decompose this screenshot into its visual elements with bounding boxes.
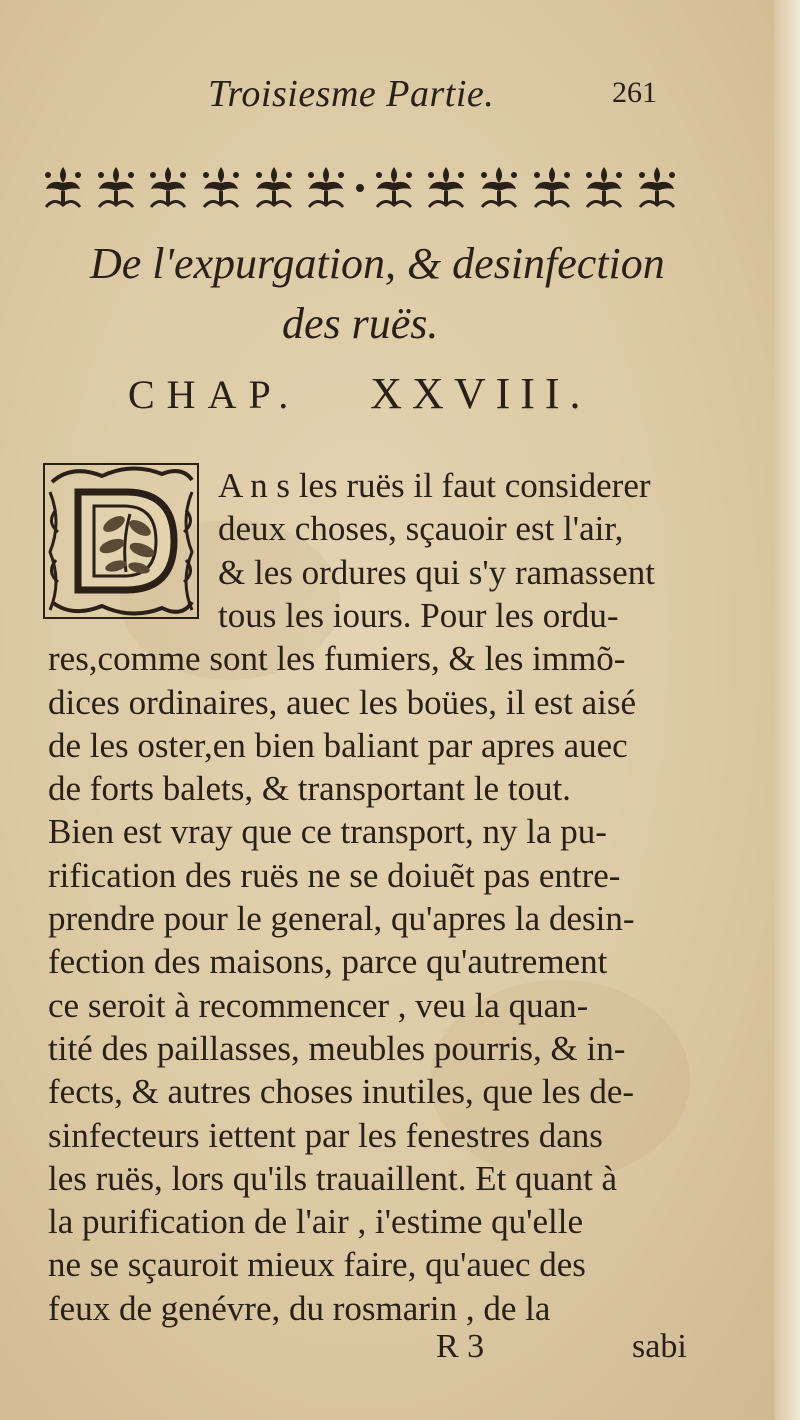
dropcap-graphic	[42, 462, 200, 620]
fleuron-ornament-band	[40, 158, 680, 218]
chapter-heading	[128, 368, 648, 419]
text-line: tous les iours. Pour les ordu-	[218, 595, 619, 635]
chapter-number: XXVIII.	[370, 369, 591, 418]
fleuron-icon	[251, 163, 297, 213]
text-line: ce seroit à recommencer , veu la quan-	[48, 985, 589, 1025]
text-line: fects, & autres choses inutiles, que les de-	[48, 1072, 635, 1112]
signature-mark: R 3	[436, 1328, 485, 1365]
fleuron-icon	[40, 163, 86, 213]
running-title: Troisiesme Partie.	[208, 73, 495, 115]
text-line: Bien est vray que ce transport, ny la pu-	[48, 812, 607, 852]
fleuron-icon	[303, 163, 349, 213]
decorated-initial-icon	[42, 462, 200, 620]
chapter-label: CHAP.	[128, 372, 301, 417]
text-line: deux choses, sçauoir est l'air,	[218, 509, 624, 549]
ornament-dot	[356, 184, 364, 192]
chapter-title-line-1: De l'expurgation, & desinfection	[90, 239, 665, 288]
text-line: la purification de l'air , i'estime qu'elle	[48, 1202, 583, 1242]
text-line: res,comme sont les fumiers, & les immõ-	[48, 639, 626, 679]
catchword: sabi	[632, 1328, 687, 1365]
fleuron-icon	[634, 163, 680, 213]
text-line: fection des maisons, parce qu'autrement	[48, 942, 608, 982]
fleuron-icon	[93, 163, 139, 213]
fleuron-icon	[371, 163, 417, 213]
text-line: & les ordures qui s'y ramassent	[218, 552, 655, 592]
text-line: dices ordinaires, auec les boües, il est aisé	[48, 682, 636, 722]
text-line: A n s les ruës il faut considerer	[218, 466, 651, 505]
text-line: feux de genévre, du rosmarin , de la	[48, 1288, 551, 1328]
text-line: ne se sçauroit mieux faire, qu'auec des	[48, 1245, 586, 1285]
text-line: de forts balets, & transportant le tout.	[48, 769, 571, 809]
text-line: prendre pour le general, qu'apres la desin-	[48, 899, 635, 938]
fleuron-icon	[145, 163, 191, 213]
page-number: 261	[612, 76, 657, 109]
text-line: rification des ruës ne se doiuẽt pas entre-	[48, 855, 621, 895]
fleuron-icon	[581, 163, 627, 213]
text-line: sinfecteurs iettent par les fenestres dans	[48, 1115, 603, 1155]
text-line: de les oster,en bien baliant par apres auec	[48, 725, 628, 765]
fleuron-icon	[198, 163, 244, 213]
text-line: les ruës, lors qu'ils trauaillent. Et quant à	[48, 1158, 618, 1198]
fleuron-icon	[476, 163, 522, 213]
fleuron-icon	[529, 163, 575, 213]
text-line: tité des paillasses, meubles pourris, & in-	[48, 1028, 626, 1068]
fleuron-icon	[423, 163, 469, 213]
page-header	[0, 68, 800, 118]
chapter-title-line-2: des ruës.	[282, 299, 439, 348]
